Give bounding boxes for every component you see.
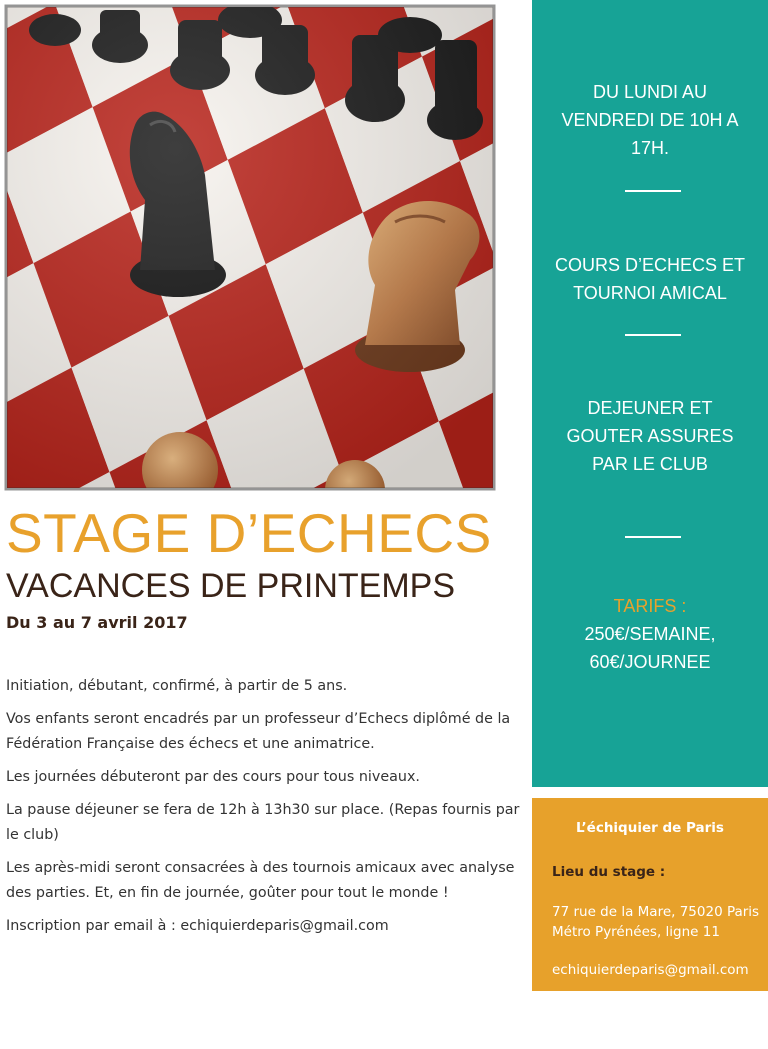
- schedule-line: 17H.: [630, 138, 670, 158]
- club-name: L’échiquier de Paris: [576, 820, 724, 836]
- tarifs-block: [532, 592, 768, 676]
- divider: [625, 190, 681, 192]
- divider: [625, 536, 681, 538]
- tarifs-label: TARIFS :: [613, 596, 687, 616]
- address: [552, 902, 759, 942]
- page-title: STAGE D’ECHECS: [6, 502, 492, 564]
- schedule-line: VENDREDI DE 10H A: [561, 110, 739, 130]
- tarif-line: 60€/JOURNEE: [589, 652, 711, 672]
- schedule-line: DU LUNDI AU: [592, 82, 708, 102]
- courses-block: [532, 251, 768, 307]
- meals-line: DEJEUNER ET: [587, 398, 713, 418]
- address-line: Métro Pyrénées, ligne 11: [552, 924, 720, 940]
- tarif-line: 250€/SEMAINE,: [584, 624, 716, 644]
- schedule-block: [532, 78, 768, 162]
- paragraph-levels: Initiation, débutant, confirmé, à partir de 5 ans.: [6, 678, 348, 694]
- description: [6, 674, 524, 947]
- paragraph-teacher: Vos enfants seront encadrés par un professeur d’Echecs diplômé de la Fédération Française des échecs et une animatrice.: [6, 711, 511, 752]
- info-sidebar: [532, 0, 768, 787]
- divider: [625, 334, 681, 336]
- meals-block: [532, 394, 768, 478]
- meals-line: GOUTER ASSURES: [566, 426, 734, 446]
- courses-line: COURS D’ECHECS ET: [554, 255, 746, 275]
- event-dates: Du 3 au 7 avril 2017: [6, 613, 188, 632]
- location-label: Lieu du stage :: [552, 864, 666, 880]
- contact-box: [532, 798, 768, 991]
- chess-photo: [0, 0, 500, 495]
- paragraph-courses: Les journées débuteront par des cours pour tous niveaux.: [6, 769, 420, 785]
- address-line: 77 rue de la Mare, 75020 Paris: [552, 904, 760, 920]
- courses-line: TOURNOI AMICAL: [573, 283, 727, 303]
- paragraph-afternoons: Les après-midi seront consacrées à des tournois amicaux avec analyse des parties. Et, en fin de journée, goûter pour tout le monde !: [6, 860, 515, 901]
- meals-line: PAR LE CLUB: [592, 454, 708, 474]
- paragraph-lunch: La pause déjeuner se fera de 12h à 13h30 sur place. (Repas fournis par le club): [6, 802, 520, 843]
- contact-email: echiquierdeparis@gmail.com: [552, 962, 749, 978]
- chess-board-image: [0, 0, 500, 495]
- page-subtitle: VACANCES DE PRINTEMPS: [6, 567, 456, 605]
- paragraph-registration: Inscription par email à : echiquierdeparis@gmail.com: [6, 918, 389, 934]
